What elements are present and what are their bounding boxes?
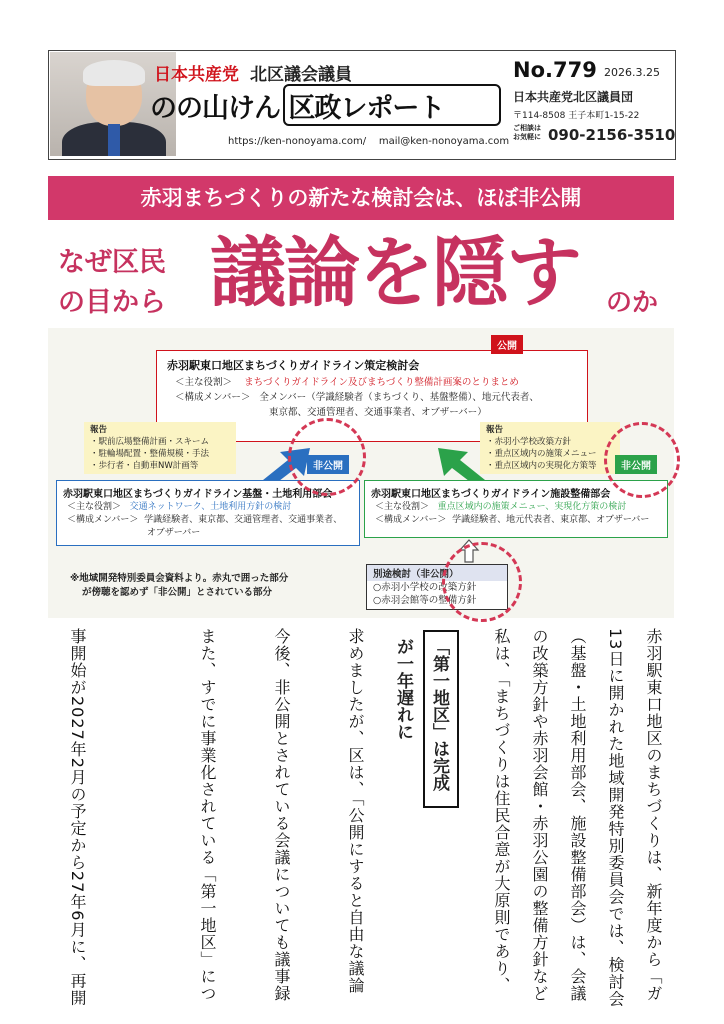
private-highlight-circle [604, 422, 680, 498]
left-box-role-row: ＜主な役割＞ 交通ネットワーク、土地利用方針の検討 [67, 502, 292, 512]
council-title: 北区議会議員 [250, 65, 352, 85]
article-column: 今後、非公開とされている会議についても議事録 [272, 628, 291, 1002]
banner: 赤羽まちづくりの新たな検討会は、ほぼ非公開 [48, 176, 674, 220]
right-box-role-row: ＜主な役割＞ 重点区域内の施策メニュー、実現化方策の検討 [375, 502, 627, 512]
top-box-title: 赤羽駅東口地区まちづくりガイドライン策定検討会 [167, 359, 420, 372]
right-box-members-row: ＜構成メンバー＞ 学識経験者、地元代表者、東京都、オブザーバー [375, 515, 650, 525]
office-address: 〒114-8508 王子本町1-15-22 [513, 111, 640, 121]
diagram-footnote: ※地域開発特別委員会資料より。赤丸で囲った部分 が傍聴を認めず「非公開」とされている部分 [70, 573, 289, 598]
article-column: 事開始が2027年2月の予定から27年6月に、再開 [68, 628, 87, 1007]
issue-number: No.779 [513, 58, 597, 82]
left-box-title: 赤羽駅東口地区まちづくりガイドライン基盤・土地利用部会 [63, 489, 333, 500]
headline-line1: なぜ区民 [58, 247, 166, 278]
right-box-title: 赤羽駅東口地区まちづくりガイドライン施設整備部会 [371, 489, 611, 500]
report-title: のの山けん 区政レポート [150, 93, 445, 124]
separate-study-item: ○赤羽会館等の整備方針 [373, 595, 477, 606]
article-column: の改築方針や赤羽会館・赤羽公園の整備方針など [530, 628, 549, 1002]
article-column: 私は、「まちづくりは住民合意が大原則であり、 [492, 628, 511, 994]
separate-study-title: 別途検討（非公開） [367, 565, 507, 581]
headline-tail: のか [606, 288, 659, 318]
issue-date: 2026.3.25 [604, 66, 660, 79]
party-name: 日本共産党 [154, 65, 239, 85]
contact-label: ご相談は お気軽に [513, 124, 541, 141]
top-box-role-row: ＜主な役割＞ まちづくりガイドライン及びまちづくり整備計画案のとりまとめ [175, 377, 519, 388]
left-box-members-row: ＜構成メンバー＞ 学識経験者、東京都、交通管理者、交通事業者、 [67, 515, 343, 525]
private-tag-right: 非公開 [615, 455, 657, 474]
org-diagram [48, 328, 674, 618]
article-column: 赤羽駅東口地区のまちづくりは、新年度から「ガ [644, 628, 663, 1002]
top-box-members-row2: 東京都、交通管理者、交通事業者、オブザーバー） [269, 407, 487, 418]
private-highlight-circle [442, 542, 522, 622]
private-tag-left: 非公開 [307, 455, 349, 474]
headline-line2: の目から [58, 287, 166, 318]
phone-number: 090-2156-3510 [548, 126, 676, 144]
headline-main: 議論を隠す [210, 228, 580, 317]
top-box-members-row: ＜構成メンバー＞ 全メンバー（学識経験者（まちづくり、基盤整備）、地元代表者、 [175, 392, 539, 403]
article-column: 13日に開かれた地域開発特別委員会では、検討会 [606, 628, 625, 1008]
article-column: （基盤・土地利用部会、施設整備部会）は、会議 [568, 628, 587, 1002]
separate-study-item: ○赤羽小学校の改築方針 [373, 582, 477, 593]
private-highlight-circle [288, 418, 366, 496]
left-box-members-row2: オブザーバー [147, 528, 201, 538]
office-name: 日本共産党北区議員団 [513, 90, 634, 104]
email-link[interactable]: mail@ken-nonoyama.com [378, 136, 510, 147]
article-subhead: 「第一地区」は完成が一年遅れに [423, 630, 459, 808]
contact-urls [228, 136, 509, 147]
article-body [48, 628, 674, 1008]
public-tag: 公開 [491, 335, 523, 354]
website-link[interactable]: https://ken-nonoyama.com/ [228, 136, 367, 147]
left-report-note: 報告 ・駅前広場整備計画・スキーム ・駐輪場配置・整備規模・手法 ・歩行者・自動車NW計画等 [84, 422, 236, 474]
article-column: また、すでに事業化されている「第一地区」につ [198, 628, 217, 1002]
article-column: 求めましたが、区は、「公開にすると自由な議論 [346, 628, 365, 994]
right-report-note: 報告 ・赤羽小学校改築方針 ・重点区域内の施策メニュー ・重点区域内の実現化方策等 [480, 422, 620, 474]
